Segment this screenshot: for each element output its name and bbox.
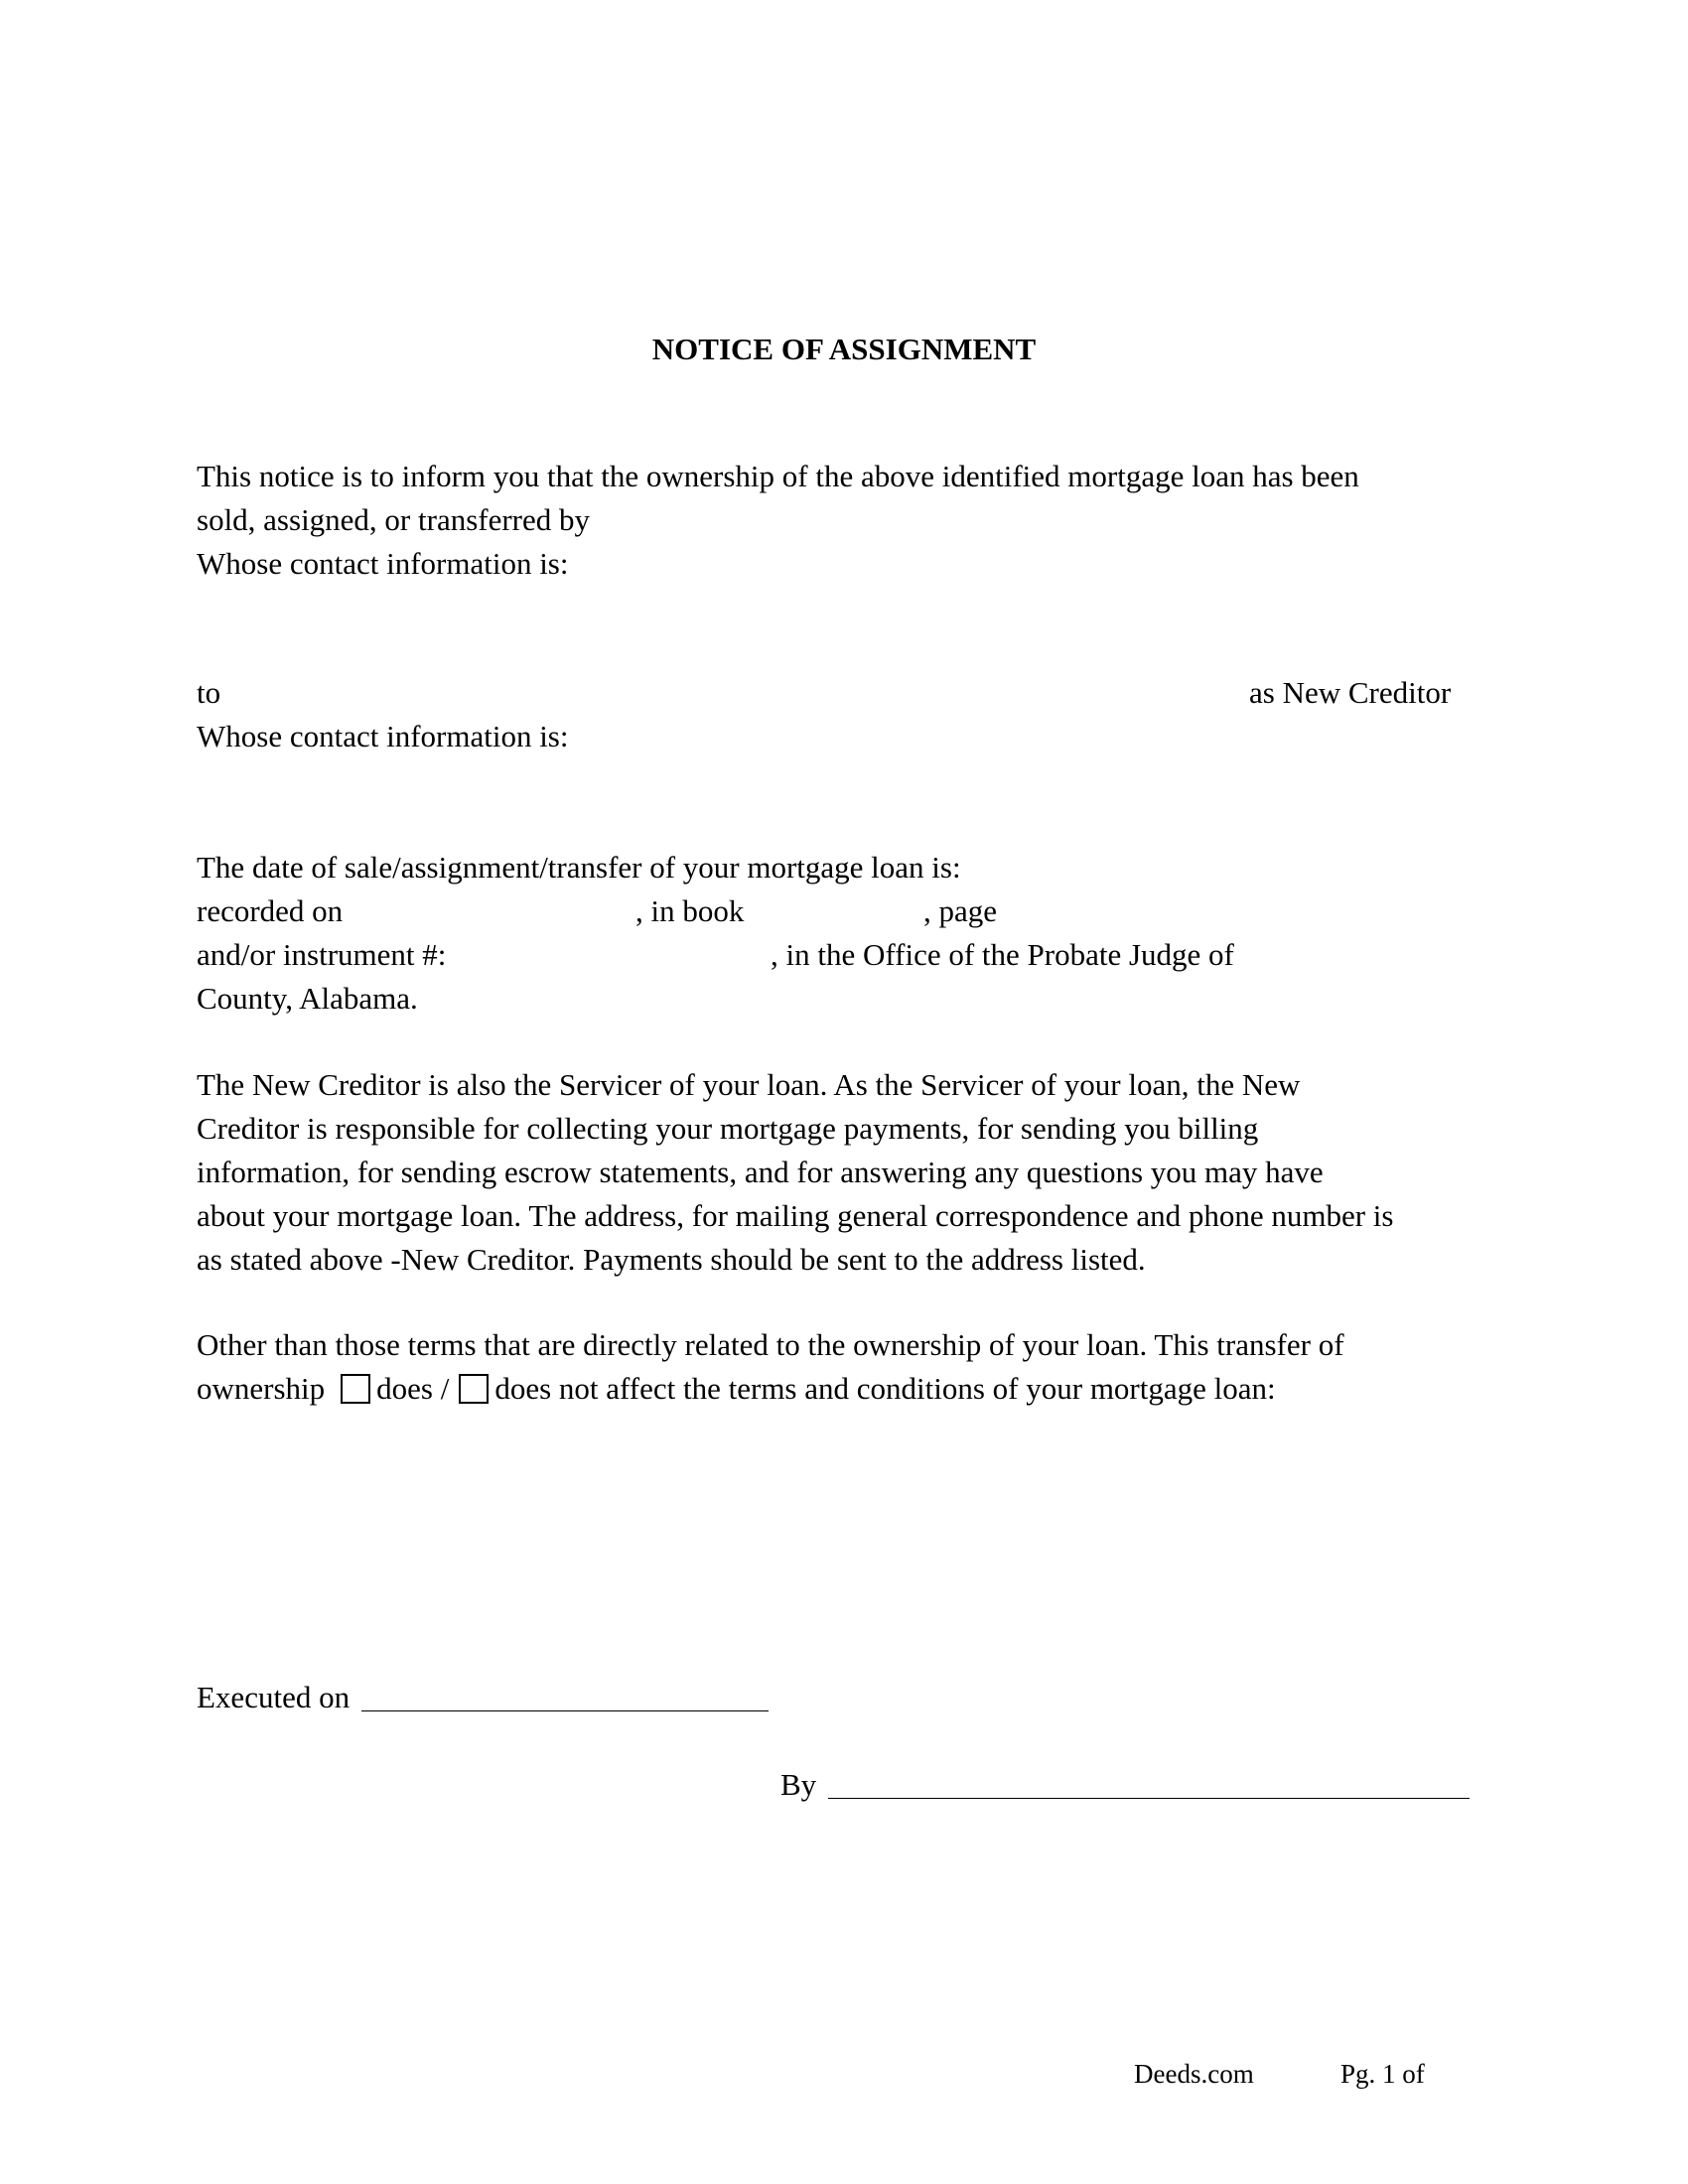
page-label: , page [923, 893, 998, 928]
does-not-label: does not affect the terms and conditions of your mortgage loan: [494, 1371, 1276, 1406]
ownership-label: ownership [197, 1371, 326, 1406]
servicer-line-5: as stated above -New Creditor. Payments should be sent to the address listed. [197, 1242, 1146, 1277]
executed-on-line [197, 1676, 769, 1719]
signature-blank[interactable] [828, 1772, 1470, 1799]
signature-line [780, 1763, 1470, 1807]
in-book-label: , in book [635, 893, 745, 928]
to-label: to [197, 675, 221, 710]
instrument-label: and/or instrument #: [197, 937, 447, 972]
executed-on-label: Executed on [197, 1680, 351, 1714]
intro-line-2: sold, assigned, or transferred by [197, 502, 591, 537]
transfer-date-label: The date of sale/assignment/transfer of your mortgage loan is: [197, 850, 961, 885]
by-label: By [780, 1767, 817, 1802]
terms-line-2 [197, 1367, 1276, 1411]
servicer-line-1: The New Creditor is also the Servicer of your loan. As the Servicer of your loan, the New [197, 1067, 1301, 1102]
county-label: County, Alabama. [197, 981, 418, 1016]
page-title: NOTICE OF ASSIGNMENT [651, 332, 1037, 366]
intro-line-1: This notice is to inform you that the ownership of the above identified mortgage loan has been [197, 459, 1359, 493]
executed-on-blank[interactable] [361, 1685, 769, 1711]
servicer-line-2: Creditor is responsible for collecting your mortgage payments, for sending you billing [197, 1111, 1259, 1146]
servicer-line-4: about your mortgage loan. The address, for mailing general correspondence and phone number is [197, 1198, 1394, 1233]
footer-site: Deeds.com [1134, 2059, 1254, 2089]
recorded-on-label: recorded on [197, 893, 344, 928]
probate-office-label: , in the Office of the Probate Judge of [771, 937, 1234, 972]
does-not-checkbox[interactable] [459, 1374, 489, 1404]
servicer-line-3: information, for sending escrow statements, and for answering any questions you may have [197, 1155, 1324, 1189]
footer-page: Pg. 1 of [1340, 2059, 1425, 2089]
transferee-contact-label: Whose contact information is: [197, 719, 569, 753]
intro-contact-label: Whose contact information is: [197, 546, 569, 581]
new-creditor-label: as New Creditor [1249, 675, 1452, 710]
terms-line-1: Other than those terms that are directly related to the ownership of your loan. This transfer of [197, 1327, 1344, 1362]
does-label: does / [376, 1371, 450, 1406]
does-checkbox[interactable] [341, 1374, 370, 1404]
